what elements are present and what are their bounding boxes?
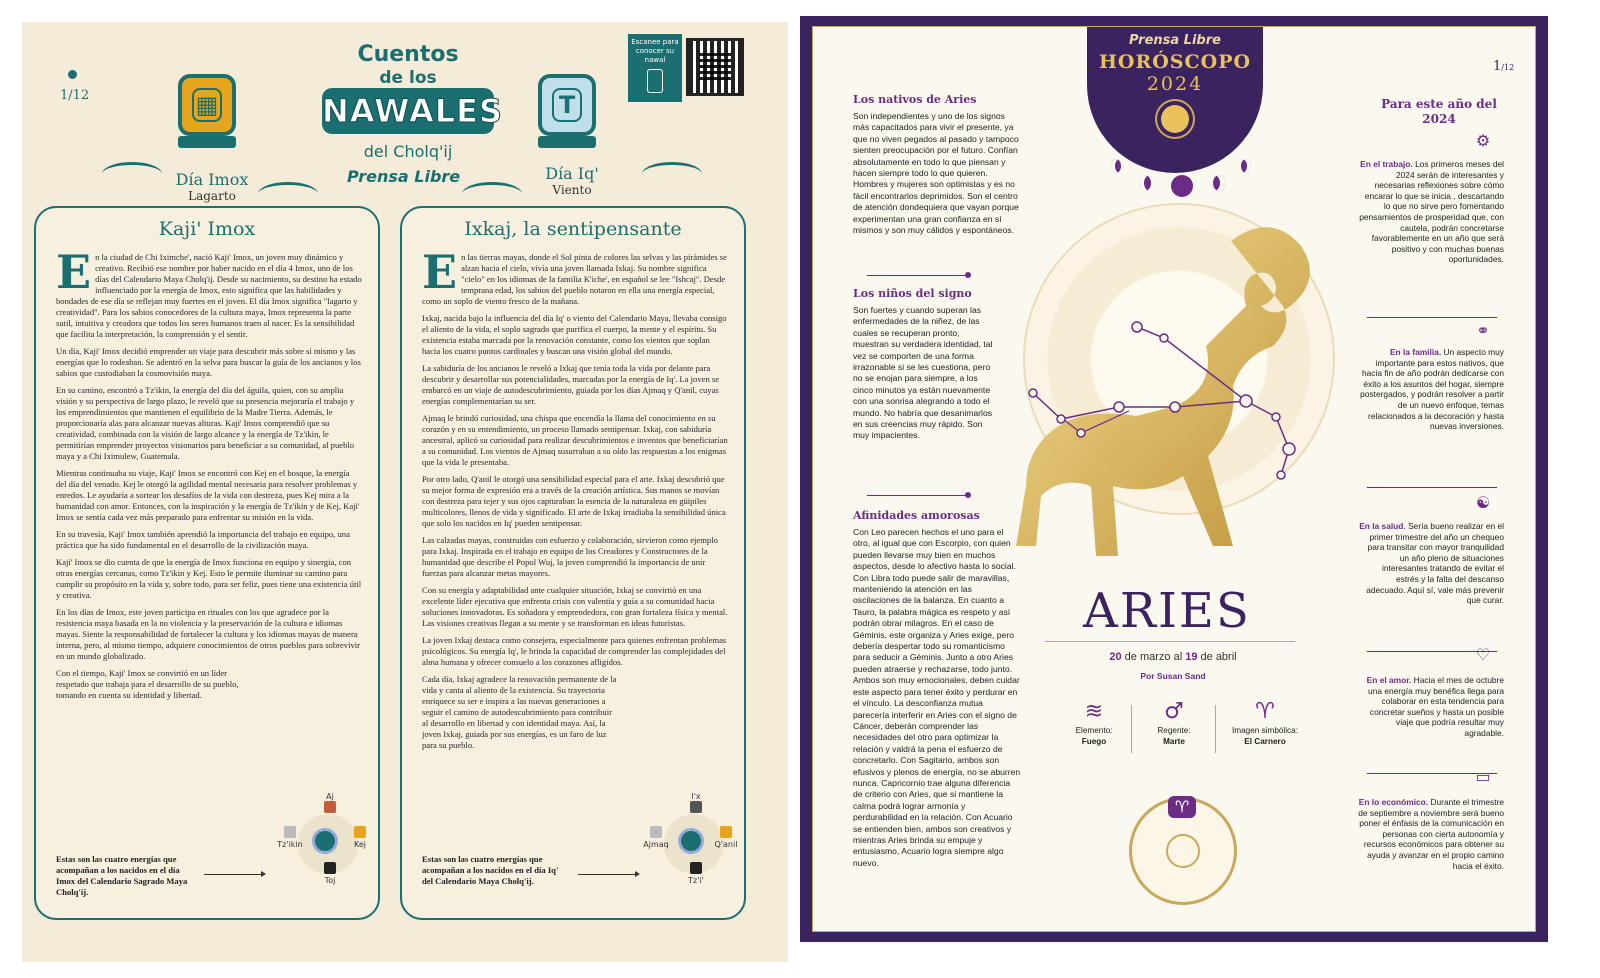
story2-p4: Ajmaq le brindó curiosidad, una chispa que encendía la llama del conocimiento en su corazón y en su entendimiento, un proceso llamado sentipensar. Ixkaj, con sabiduría ancestral, aplicó su curiosidad para realizar descubrimientos e inventos que beneficiarían a su comunidad. Los vientos de Ajmaq susurraban a su oído las respuestas a los enigmas que la vida le presentaba.	[422, 413, 728, 467]
story1-note: Estas son las cuatro energías que acompañan a los nacidos en el día Imox del Calendario Sagrado Maya Cholq'ij.	[56, 854, 188, 897]
story2-p8: La joven Ixkaj destaca como consejera, especialmente para quienes enfrentan problemas psicológicos. Su energía Iq', le brinda la capacidad de comprender las complejidades del alma humana y ofrecer consuelo a los corazones afligidos.	[422, 635, 727, 667]
page-number-value: 1	[1493, 59, 1502, 74]
divider	[1367, 487, 1497, 488]
energy-bottom	[310, 862, 350, 885]
horoscope-year: 2024	[1146, 73, 1204, 95]
attribute-value: Fuego	[1081, 737, 1107, 746]
energy-bottom-label: Tz'i'	[688, 876, 704, 885]
story2-note: Estas son las cuatro energías que acompañan a los nacidos en el día Iq' del Calendario Maya Cholq'ij.	[422, 854, 559, 886]
nawales-page	[22, 22, 788, 962]
day1-meaning: Lagarto	[188, 189, 236, 203]
horoscope-heading: HORÓSCOPO	[1098, 51, 1252, 73]
energy-right-label: Kej	[354, 840, 366, 849]
energy-left	[636, 826, 676, 849]
qr-caption	[628, 34, 682, 102]
horoscope-inner	[812, 26, 1536, 932]
heart-icon: ♡	[1475, 645, 1491, 664]
logo-line2: de los	[379, 68, 437, 88]
attribute-label: Elemento:	[1075, 726, 1113, 735]
story2-p7: Con su energía y adaptabilidad ante cualquier situación, Ixkaj se convirtió en una excelente líder ejecutiva que enfrenta crisis con valentía y guía a su comunidad hacia soluciones innovadoras. Es soñadora y emprendedora, con gran fortaleza física y mental. Las visiones creativas llegan a su mente y se transforman en ideas futuristas.	[422, 585, 728, 628]
date-to-day: 19	[1185, 651, 1198, 663]
sign-name: ARIES	[1083, 583, 1251, 639]
fire-icon: ≋	[1084, 699, 1104, 724]
day2-meaning: Viento	[552, 183, 592, 197]
full-moon-icon	[1171, 175, 1193, 197]
story1-panel	[34, 206, 380, 920]
story2-p5: Por otro lado, Q'anil le otorgó una sensibilidad especial para el arte. Ixkaj descubrió que su mejor forma de expresión era a través de la creación artística. Sus manos se movían con destreza para tejer y sus ojos capturaban la esencia de la naturaleza en güipiles multicolores, llenos de vida y significado. El arte de Ixkaj irradiaba la sensibilidad única que solo los nacidos en Iq' pueden sentipensar.	[422, 474, 726, 528]
energy-left-label: Ajmaq	[643, 840, 669, 849]
aries-icon: ♈	[1255, 699, 1275, 724]
energy-top	[310, 792, 350, 815]
story1-p6: Kaji' Imox se dio cuenta de que la energía de Imox funciona en equipo y sinergia, con otras energías cercanas, como Tz'ikin y Kej. Esto le permite iluminar su camino para cumplir su propósito en la vida y, sobre todo, para ser feliz, pues tiene una existencia útil y creativa.	[56, 557, 362, 600]
year-work-text: Los primeros meses del 2024 serán de interesantes y necesarias reflexiones sobre cómo encarar lo que se inicia , descartando lo que no sirve pero fomentando pensamientos de prosperidad que, con cautela, podrán concretarse favorablemente en un año que será positivo y con muchas buenas oportunidades.	[1359, 159, 1504, 265]
horoscope-page	[800, 16, 1548, 942]
page-dot	[68, 70, 77, 79]
attribute-label: Imagen simbólica:	[1232, 726, 1298, 735]
divider	[1367, 317, 1497, 318]
energy-bottom-label: Toj	[324, 876, 336, 885]
story2-dropcap: E	[422, 245, 458, 299]
date-to-rest: de abril	[1197, 651, 1237, 663]
page-number: 1/12	[60, 88, 90, 103]
page-total: /12	[1501, 63, 1515, 72]
energy-right	[340, 826, 380, 849]
story1-energies	[276, 792, 376, 906]
year-health	[1358, 521, 1504, 606]
year-money-text: Durante el trimestre de septiembre a noviembre será bueno poner el énfasis de la comunicación en personas con cierta autonomía y recursos económicos para obtener su ayuda y avanzar en el propio camino hacia el éxito.	[1358, 797, 1504, 871]
wind-glyph-icon: T	[538, 74, 596, 136]
energy-top-label: I'x	[691, 792, 701, 801]
year-money-label: En lo económico.	[1358, 797, 1429, 807]
day2-label	[532, 164, 612, 197]
day1-name: Día Imox	[175, 170, 249, 189]
energy-center-icon	[312, 828, 338, 854]
header-arch	[1087, 26, 1263, 173]
natives-text: Son independientes y uno de los signos más capacitados para vivir el presente, ya que no viven pegados al pasado y tampoco sienten preocupación por el futuro. Confían absolutamente en todo lo que piensan y hacen siempre todo lo que quieren. Hombres y mujeres son optimistas y es no fácil encontrarlos deprimidos. Son el centro de atención dondequiera que vayan porque experimentan una gran confianza en sí mismos y son muy cálidos y espontáneos.	[853, 111, 1019, 236]
divider	[867, 495, 967, 496]
attribute-ruler	[1129, 699, 1219, 747]
date-from-day: 20	[1109, 651, 1122, 663]
story2-body	[422, 245, 728, 757]
deco-wave	[258, 182, 318, 206]
story1-dropcap: E	[56, 245, 92, 299]
phone-icon	[647, 69, 663, 93]
crescent-icon	[1139, 175, 1151, 191]
gear-icon: ⚙	[1475, 131, 1491, 150]
year-heading: Para este año del 2024	[1381, 97, 1497, 126]
day1-label	[162, 170, 262, 203]
energy-left	[270, 826, 310, 849]
logo-line4: del Cholq'ij	[363, 142, 453, 161]
story2-p9: Cada día, Ixkaj agradece la renovación permanente de la vida y canta al aliento de la existencia. Su trayectoria enriquece su ser e inspira a las nuevas generaciones a seguir el camino de autodescubrimiento para contribuir al desarrollo en libertad y con identidad maya. Así, la joven Ixkaj, guiada por sus energías, es un faro de luz para su pueblo.	[422, 674, 617, 750]
arrow-icon	[204, 874, 264, 875]
attribute-value: Marte	[1163, 737, 1185, 746]
attribute-element	[1049, 699, 1139, 747]
year-work	[1358, 159, 1504, 265]
kids-title: Los niños del signo	[853, 287, 972, 300]
story2-panel	[400, 206, 746, 920]
year-work-label: En el trabajo.	[1360, 159, 1413, 169]
story2-p1: n las tierras mayas, donde el Sol pinta de colores las selvas y las pirámides se alzan hacia el cielo, vivía una joven llamada Ixkaj. Su nombre significa "cielo" en los idiomas de la familia K'iche', en español se lee "Ishcaj". Desde temprana edad, los sabios del pueblo notaron en ella una energía especial, como un soplo de viento fresco de la mañana.	[422, 252, 727, 306]
story2-p3: La sabiduría de los ancianos le reveló a Ixkaj que tenía toda la vida por delante para descubrir y desarrollar sus potencialidades, marcadas por la energía de Iq'. La joven se embarcó en un viaje de autodescubrimiento, guiada por los días Ajmaq y Q'anil, cuyas energías complementarían su ser.	[422, 363, 720, 406]
year-family-label: En la familia.	[1389, 347, 1442, 357]
sign-dates	[1013, 651, 1333, 663]
energy-right-label: Q'anil	[714, 840, 738, 849]
energy-center-icon	[678, 828, 704, 854]
year-love	[1358, 675, 1504, 739]
love-text: Con Leo parecen hechos el uno para el otro, al igual que con Escorpio, con quien pueden llevarse muy bien en muchos aspectos, desde lo afectivo hasta lo social. Con Libra todo puede salir de maravillas, manteniendo la atención en las oscilaciones de la balanza. En cuanto a Tauro, la palabra mágica es respeto y así podrán obrar milagros. En el caso de Géminis, este organiza y Aries exige, pero debería despertar todo su romanticismo para seducir a Géminis. Junto a otro Aries pueden atraerse y rechazarse, todo junto. Ambos son muy emocionales, deben cuidar este aspecto para tener éxito y perdurar en el vínculo. La desconfianza mutua parecería interferir en Aries con el signo de Cáncer, deberán comprender las necesidades del otro para optimizar la relación y valdrá la pena el esfuerzo de concretarlo. Con Sagitario, ambos son efusivos y plenos de energía, no se aburren nunca. Capricornio trae alguna diferencia de criterio con Aries, que si mantiene la calma podrá lograr armonía y perdurabilidad en la relación. Con Acuario se entienden bien, ambos son creativos y mientras Aries brinda su empuje y entusiasmo, Acuario logra siempre algo nuevo.	[853, 527, 1021, 868]
energy-right	[706, 826, 746, 849]
year-family	[1358, 347, 1504, 432]
year-love-text: Hacia el mes de octubre una energía muy benéfica llega para colaborar en esta tendencia para concretar sueños y hasta un posible viaje que podría resultar muy agradable.	[1368, 675, 1504, 738]
story1-p5: En su travesía, Kaji' Imox también aprendió la importancia del trabajo en equipo, una práctica que ha sido fundamental en el desarrollo de la civilización maya.	[56, 529, 350, 550]
deco-wave	[102, 162, 162, 186]
sun-icon	[1161, 105, 1189, 133]
mars-icon: ♂	[1164, 699, 1184, 724]
love-title: Afinidades amorosas	[853, 509, 980, 522]
attribute-value: El Carnero	[1244, 737, 1286, 746]
story1-p2: Un día, Kaji' Imox decidió emprender un viaje para descubrir más sobre sí mismo y las energías que lo rodeaban. Se adentró en la selva para buscar la guía de los ancianos y los sabios que custodiaban la cosmovisión maya.	[56, 346, 361, 378]
lizard-glyph-icon: ▦	[178, 74, 236, 136]
day2-name: Día Iq'	[545, 164, 599, 183]
nawales-logo	[302, 40, 514, 172]
story2-p6: Las calzadas mayas, construidas con esfuerzo y colaboración, sirvieron como ejemplo para Ixkaj. Inspirada en el trabajo en equipo de los Creadores y Constructores de la humanidad que describe el Popol Wuj, la joven comprendió la importancia de unir fuerzas para alcanzar metas mayores.	[422, 535, 718, 578]
crescent-icon	[1241, 159, 1251, 173]
ornament-line	[1045, 641, 1295, 642]
kids-text: Son fuertes y cuando superan las enfermedades de la niñez, de las cuales se recuperan pronto, muestran su verdadera identidad, tal vez se comporten de una forma irrazonable si se les cuestiona, pero no se enojan para siempre, a los cinco minutos ya están nuevamente con una sonrisa alegrando a todo el mundo. No habría que desanimarlos en sus creencias muy rápido. Son muy impacientes.	[853, 305, 993, 441]
story1-p3: En su camino, encontró a Tz'ikin, la energía del día del águila, quien, con su amplia visión y su perspectiva de largo plazo, le reveló que su presencia mejoraría el trabajo y los emprendimientos que mantienen el equilibrio de la Madre Tierra. Además, le proporcionaría alas para alcanzar nuevas alturas. Kaji' Imox comprendió que su creatividad, combinada con la visión de largo alcance y la energía de Tz'ikin, le permitirían emprender proyectos visionarios para beneficiar a su comunidad, al pueblo maya y a Chi Iximulew, Guatemala.	[56, 385, 355, 461]
date-from-rest: de marzo al	[1121, 651, 1186, 663]
year-health-label: En la salud.	[1359, 521, 1406, 531]
energy-left-label: Tz'ikin	[277, 840, 303, 849]
story2-energies	[642, 792, 742, 906]
energy-top-label: Aj	[326, 792, 334, 801]
money-icon: ▭	[1475, 767, 1491, 786]
family-icon: ⚭	[1476, 321, 1490, 340]
story1-body	[56, 245, 362, 707]
page-number	[1493, 59, 1514, 74]
year-money	[1358, 797, 1504, 871]
crescent-icon	[1111, 159, 1121, 173]
aries-icon: ♈	[1168, 796, 1196, 818]
arrow-icon	[578, 874, 638, 875]
qr-code[interactable]	[686, 38, 744, 96]
logo-line1: Cuentos	[357, 42, 459, 67]
deco-wave	[462, 182, 522, 206]
year-family-text: Un aspecto muy importante para estos nativos, que hacia fin de año podrán dedicarse con éxito a los asuntos del hogar, siempre postergados, y podrán resolver a partir de un nuevo enfoque, temas relacionados a la decoración y hasta nuevas inversiones.	[1360, 347, 1504, 432]
natives-title: Los nativos de Aries	[853, 93, 977, 106]
energy-bottom	[676, 862, 716, 885]
story1-p7: En los días de Imox, este joven participa en rituales con los que agradece por la resistencia maya basada en la no violencia y la preservación de la cultura e idiomas mayas. Siente la responsabilidad de fortalecer la cultura y los idiomas mayas de manera interna, pero, al mismo tiempo, adquiere conocimientos de otros pueblos para sobrevivir en un mundo globalizado.	[56, 607, 361, 661]
zodiac-medal	[1129, 797, 1237, 905]
deco-wave	[642, 162, 702, 186]
divider	[867, 275, 967, 276]
logo-line3: NAWALES	[322, 88, 494, 134]
author: Por Susan Sand	[1140, 671, 1206, 681]
meditation-icon: ☯	[1475, 493, 1491, 512]
story1-p8: Con el tiempo, Kaji' Imox se convirtió en un líder respetado que trabaja para el desarrollo de su pueblo, tomando en cuenta su identidad y libertad.	[56, 668, 239, 700]
qr-caption-text: Escanee para conocer su nawal	[631, 38, 679, 64]
story1-p4: Mientras continuaba su viaje, Kaji' Imox se encontró con Kej en el bosque, la energía del día del venado. Kej le otorgó la agilidad mental necesaria para resolver problemas y enredos. Le ayudaría a sortear los desafíos de la vida con destreza, pues Kej mira a la humanidad con amor. Entonces, con la inspiración y la energía de Tz'ikin y de Kej, Kaji' Imox se sentía cada vez más preparado para enfrentar su misión en la vida.	[56, 468, 360, 522]
crescent-icon	[1213, 175, 1225, 191]
story1-title: Kaji' Imox	[158, 218, 256, 240]
attribute-label: Regente:	[1157, 726, 1191, 735]
attribute-symbol	[1211, 699, 1319, 747]
story1-p1: n la ciudad de Chi Iximche', nació Kaji' Imox, un joven muy dinámico y creativo. Recibió ese nombre por haber nacido en el día 4 Imox, uno de los días del Calendario Maya Cholq'ij. Desde su nacimiento, su destino ha estado influenciado por la energía de Imox, esto significa que las habilidades y bondades de ese día se reflejan muy fuertes en el joven. El día Imox significa "lagarto y creatividad". Para los sabios conocedores de la cultura maya, Imox representa la parte sutil, intuitiva y creadora que todos los seres humanos traen al nacer. Es la sensibilidad que facilita la interpretación, la comprensión y el sentir.	[56, 252, 362, 339]
year-health-text: Sería bueno realizar en el primer trimestre del año un chequeo para transitar con mayor tranquilidad un año pleno de situaciones interesantes tratando de evitar el estrés y la falta del descanso adecuado. Aquí sí, vale más prevenir que curar.	[1366, 521, 1504, 606]
sun-icon	[1166, 834, 1200, 868]
story2-p2: Ixkaj, nacida bajo la influencia del día Iq' o viento del Calendario Maya, llevaba consigo el aliento de la vida, el soplo sagrado que purifica el cuerpo, la mente y el espíritu. Su existencia estaba marcada por la renovación constante, como los vientos que soplan hacia los cuatro puntos cardinales y buscan una visión global del mundo.	[422, 313, 727, 356]
year-love-label: En el amor.	[1366, 675, 1412, 685]
energy-top	[676, 792, 716, 815]
story2-title: Ixkaj, la sentipensante	[464, 218, 682, 240]
brand-logo: Prensa Libre	[347, 167, 461, 186]
ram-illustration	[1001, 211, 1361, 591]
brand-logo: Prensa Libre	[1129, 33, 1221, 48]
moon-phases	[1111, 155, 1251, 199]
